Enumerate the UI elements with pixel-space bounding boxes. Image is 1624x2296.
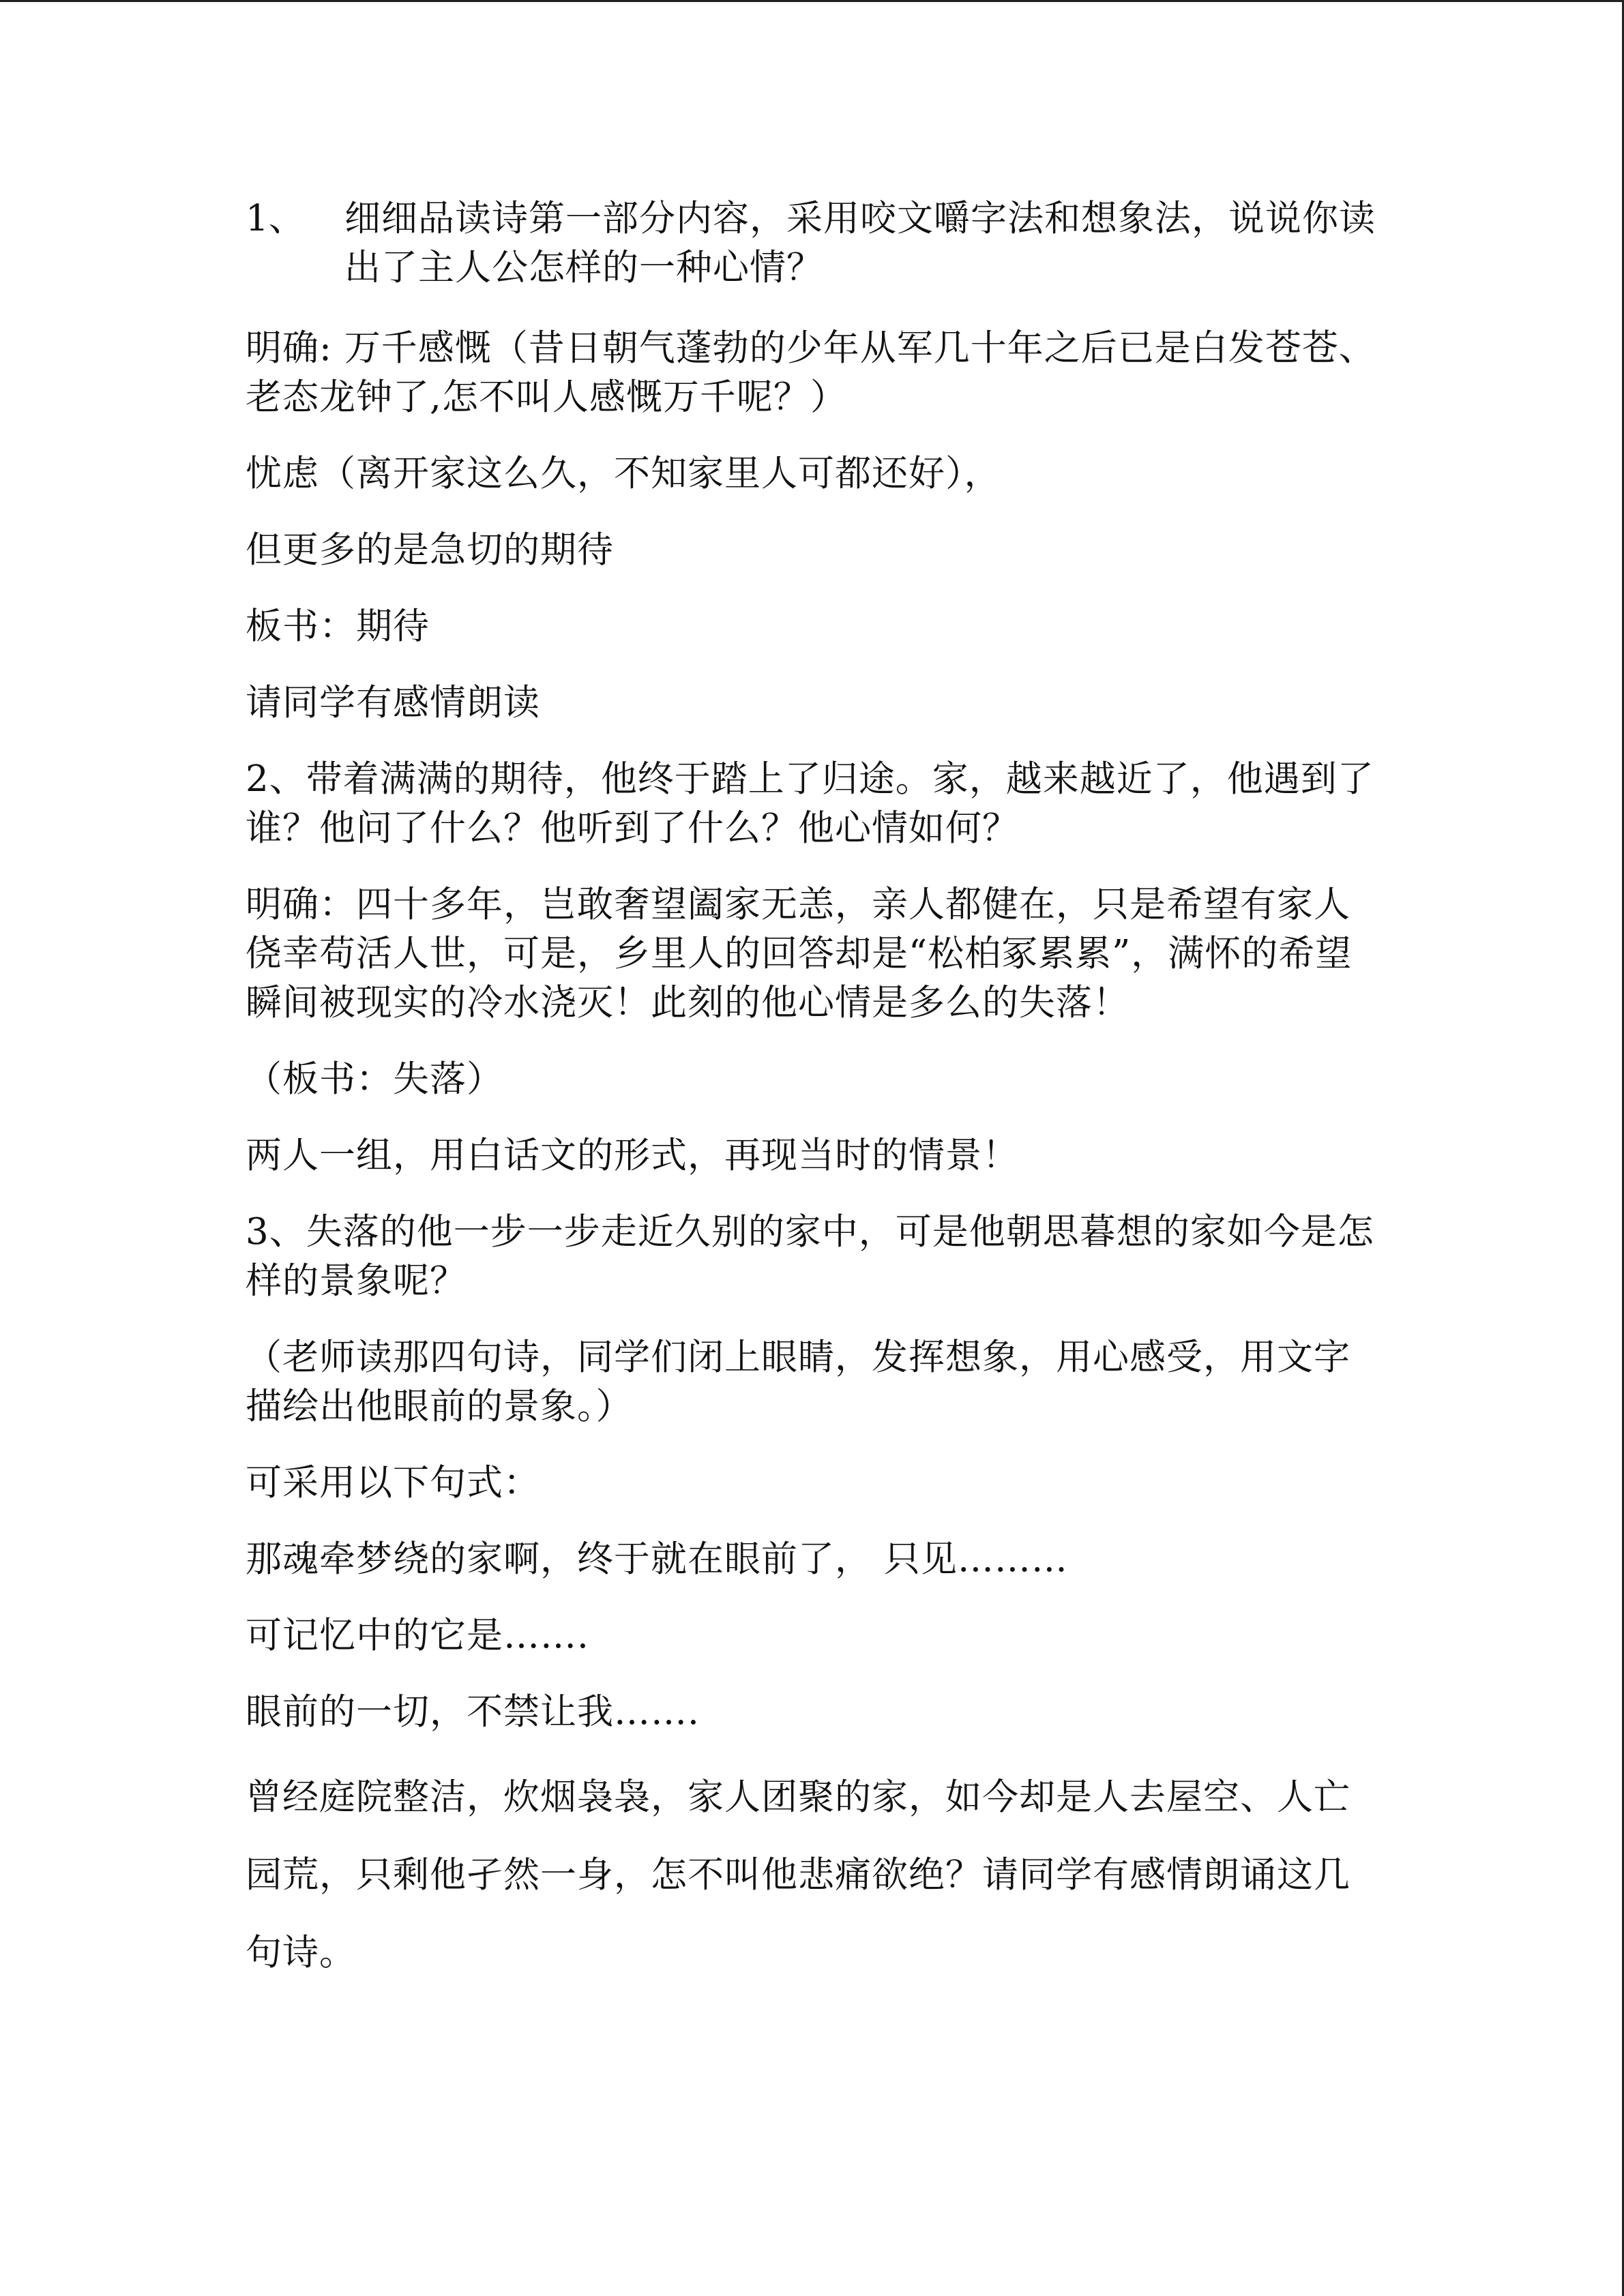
instruction-pair-work: 两人一组，用白话文的形式，再现当时的情景！ bbox=[246, 1135, 1019, 1176]
sentence-pattern-heading: 可采用以下句式： bbox=[246, 1462, 540, 1504]
answer-1-expectation: 但更多的是急切的期待 bbox=[246, 529, 614, 571]
answer-1-worry: 忧虑（离开家这么久，不知家里人可都还好）， bbox=[246, 453, 1001, 494]
closing-paragraph: 曾经庭院整洁，炊烟袅袅，家人团聚的家，如今却是人去屋空、人亡园荒，只剩他孑然一身，怎不叫他悲痛欲绝？请同学有感情朗诵这几句诗。 bbox=[246, 1776, 1350, 1973]
blackboard-expectation: 板书：期待 bbox=[246, 606, 430, 647]
teacher-instruction: （老师读那四句诗，同学们闭上眼睛，发挥想象，用心感受，用文字描绘出他眼前的景象。） bbox=[246, 1337, 1350, 1427]
question-2-text: 2、带着满满的期待，他终于踏上了归途。家，越来越近了，他遇到了谁？他问了什么？他听到了什么？他心情如何？ bbox=[246, 758, 1374, 849]
numbered-question-1 bbox=[246, 194, 1378, 293]
sentence-pattern-3: 眼前的一切，不禁让我……. bbox=[246, 1691, 700, 1733]
list-number: 1、 bbox=[246, 198, 305, 239]
answer-1-mingque: 明确: 万千感慨（昔日朝气蓬勃的少年从军几十年之后已是白发苍苍、老态龙钟了,怎不叫人感慨万千呢？） bbox=[246, 327, 1376, 418]
document-body bbox=[246, 194, 1378, 2019]
sentence-pattern-2: 可记忆中的它是……. bbox=[246, 1615, 589, 1656]
sentence-pattern-1: 那魂牵梦绕的家啊，终于就在眼前了， 只见……… bbox=[246, 1538, 1068, 1580]
blackboard-loss: （板书：失落） bbox=[246, 1058, 503, 1100]
question-1-text: 细细品读诗第一部分内容，采用咬文嚼字法和想象法，说说你读出了主人公怎样的一种心情？ bbox=[344, 198, 1376, 288]
instruction-read-aloud: 请同学有感情朗读 bbox=[246, 682, 540, 724]
answer-2-mingque: 明确：四十多年，岂敢奢望阖家无恙，亲人都健在，只是希望有家人侥幸苟活人世，可是，乡里人的回答却是“松柏冢累累”，满怀的希望瞬间被现实的冷水浇灭！此刻的他心情是多么的失落！ bbox=[246, 884, 1353, 1024]
question-3-text: 3、失落的他一步一步走近久别的家中，可是他朝思暮想的家如今是怎样的景象呢？ bbox=[246, 1211, 1374, 1302]
